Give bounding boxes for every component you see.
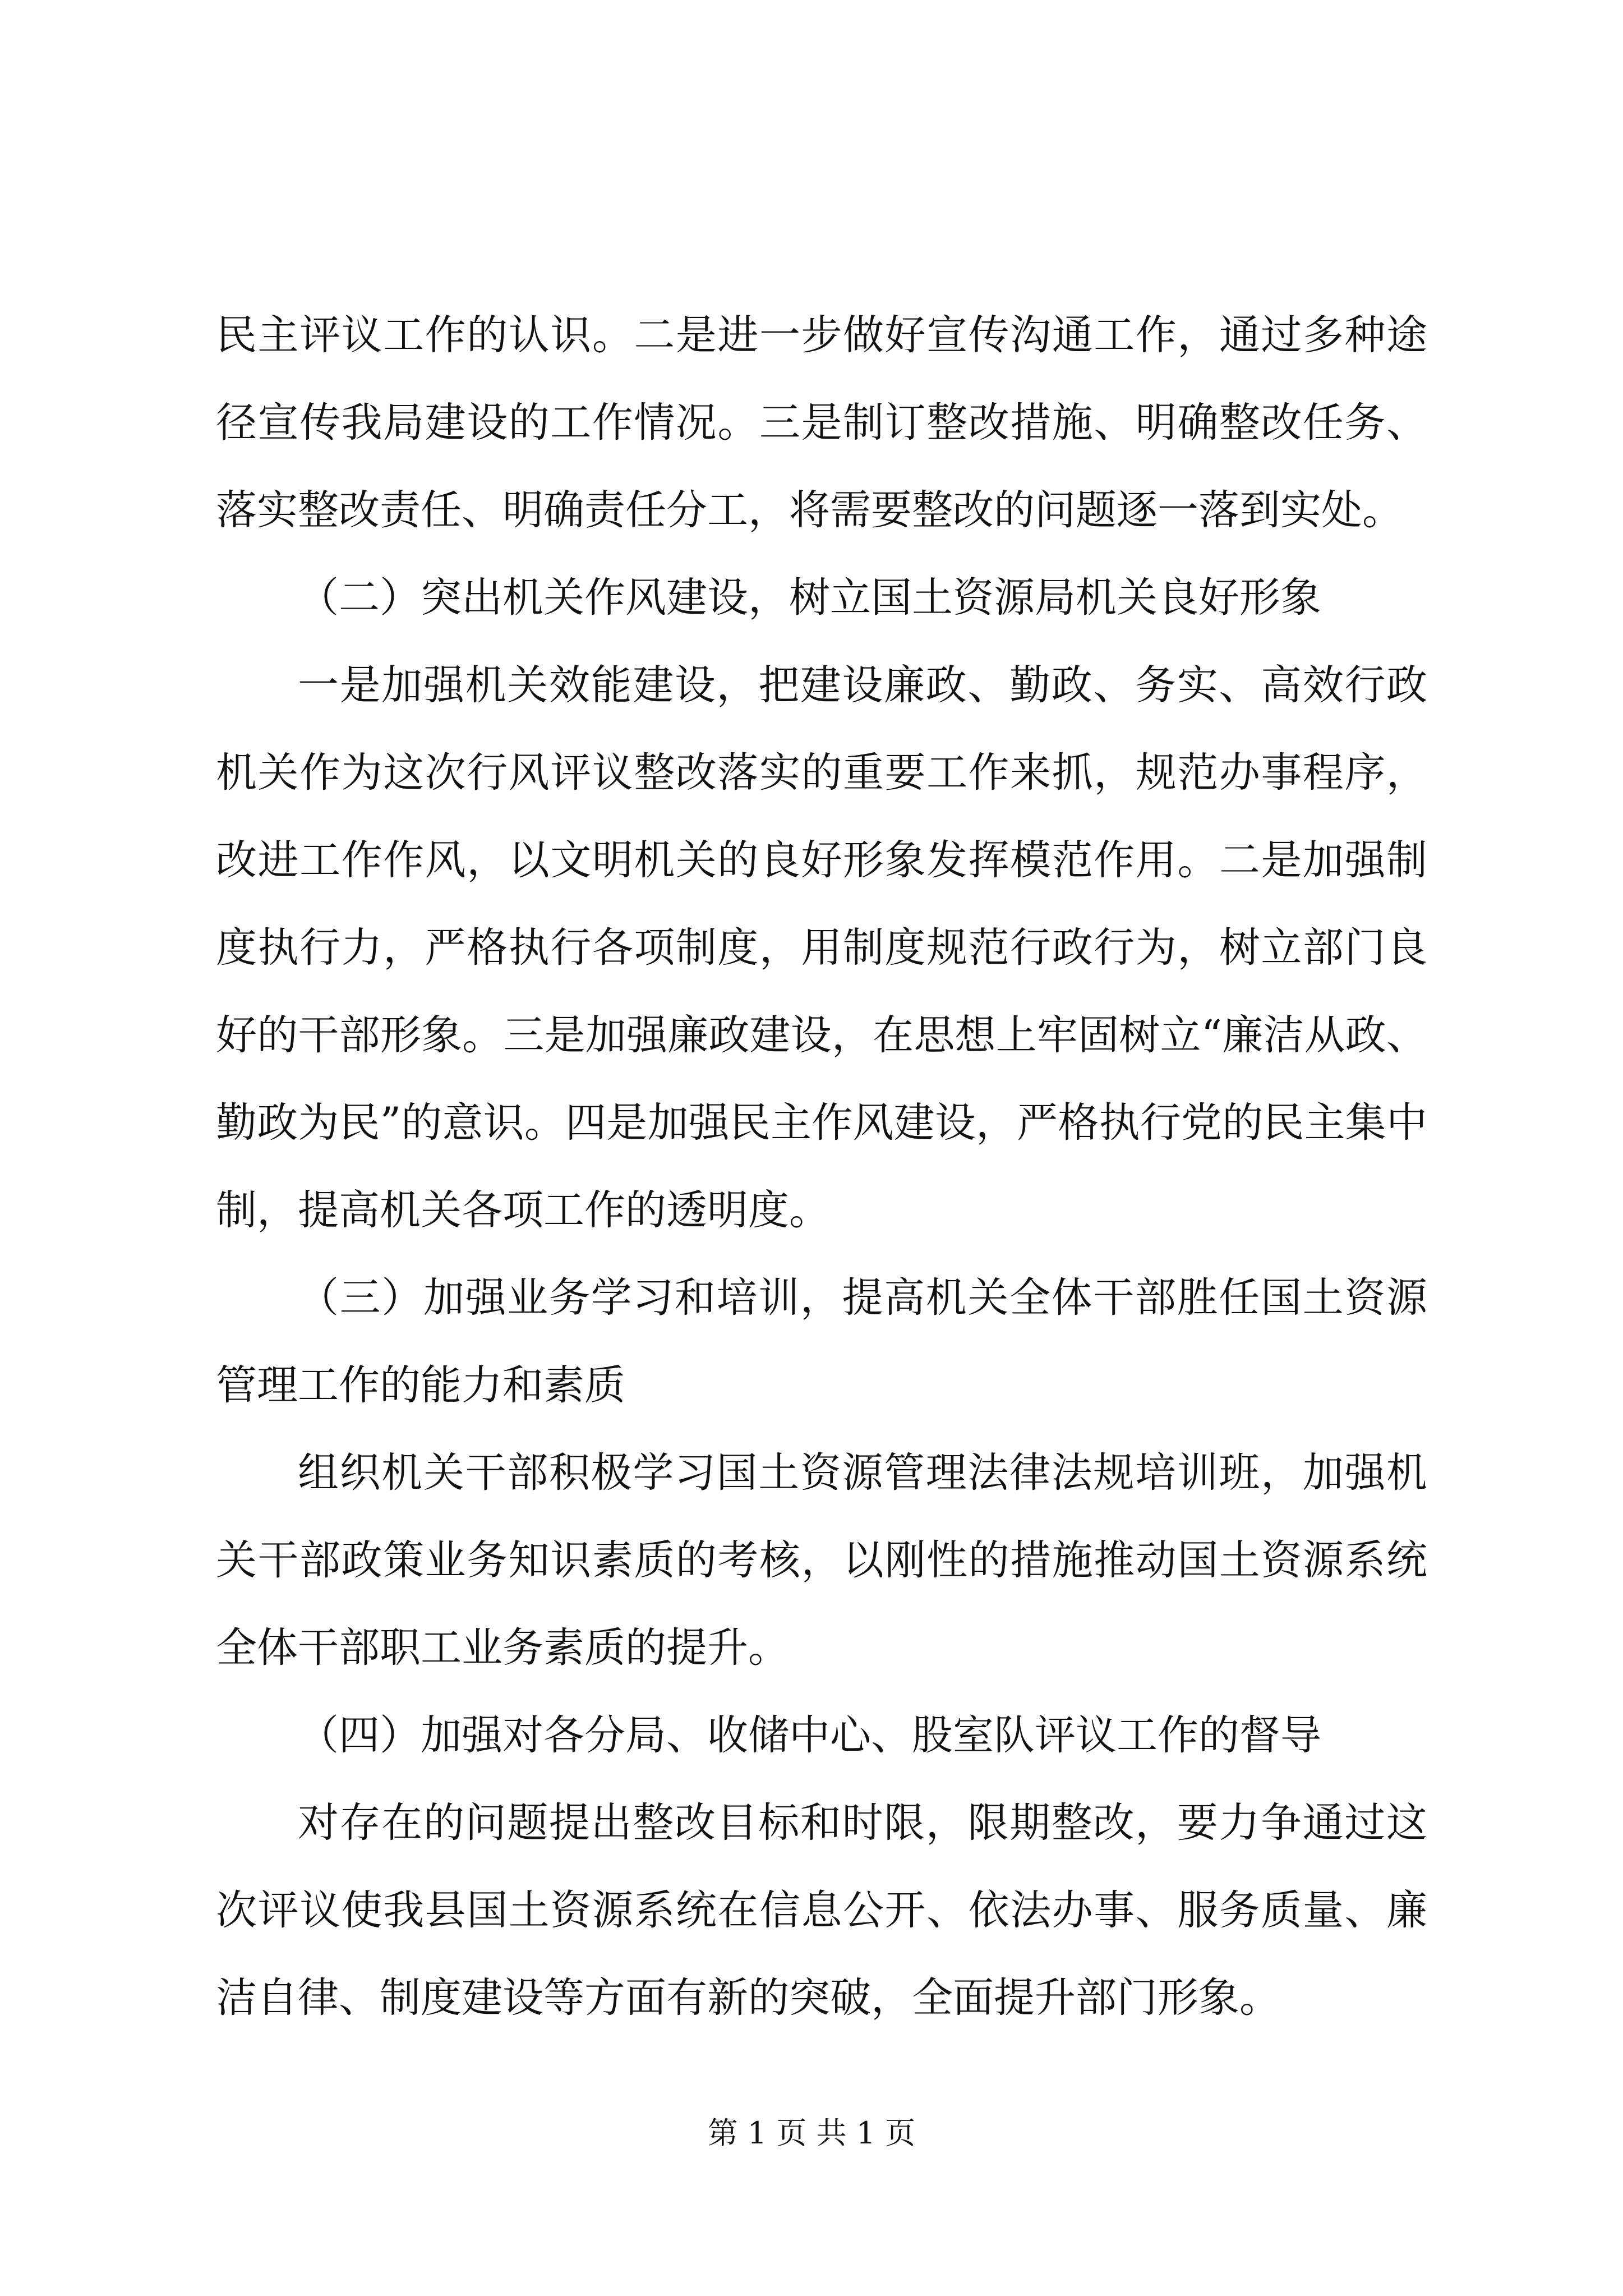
paragraph-section-2: 一是加强机关效能建设，把建设廉政、勤政、务实、高效行政机关作为这次行风评议整改落实的重要工作来抓，规范办事程序，改进工作作风，以文明机关的良好形象发挥模范作用。二是加强制度执行力，严格执行各项制度，用制度规范行政行为，树立部门良好的干部形象。三是加强廉政建设，在思想上牢固树立“廉洁从政、勤政为民”的意识。四是加强民主作风建设，严格执行党的民主集中制，提高机关各项工作的透明度。 [216,661,1427,1234]
page-footer: 第 1 页 共 1 页 [707,2115,916,2151]
section-heading-2: （二）突出机关作风建设，树立国土资源局机关良好形象 [298,574,1321,622]
paragraph-continued: 民主评议工作的认识。二是进一步做好宣传沟通工作，通过多种途径宣传我局建设的工作情况。三是制订整改措施、明确整改任务、落实整改责任、明确责任分工，将需要整改的问题逐一落到实处。 [216,311,1427,534]
section-heading-4: （四）加强对各分局、收储中心、股室队评议工作的督导 [298,1711,1321,1759]
paragraph-section-4: 对存在的问题提出整改目标和时限，限期整改，要力争通过这次评议使我县国土资源系统在信息公开、依法办事、服务质量、廉洁自律、制度建设等方面有新的突破，全面提升部门形象。 [216,1799,1427,2022]
document-body [216,292,1427,2042]
paragraph-section-3: 组织机关干部积极学习国土资源管理法律法规培训班，加强机关干部政策业务知识素质的考核，以刚性的措施推动国土资源系统全体干部职工业务素质的提升。 [216,1449,1427,1672]
section-heading-3: （三）加强业务学习和培训，提高机关全体干部胜任国土资源管理工作的能力和素质 [216,1274,1427,1409]
